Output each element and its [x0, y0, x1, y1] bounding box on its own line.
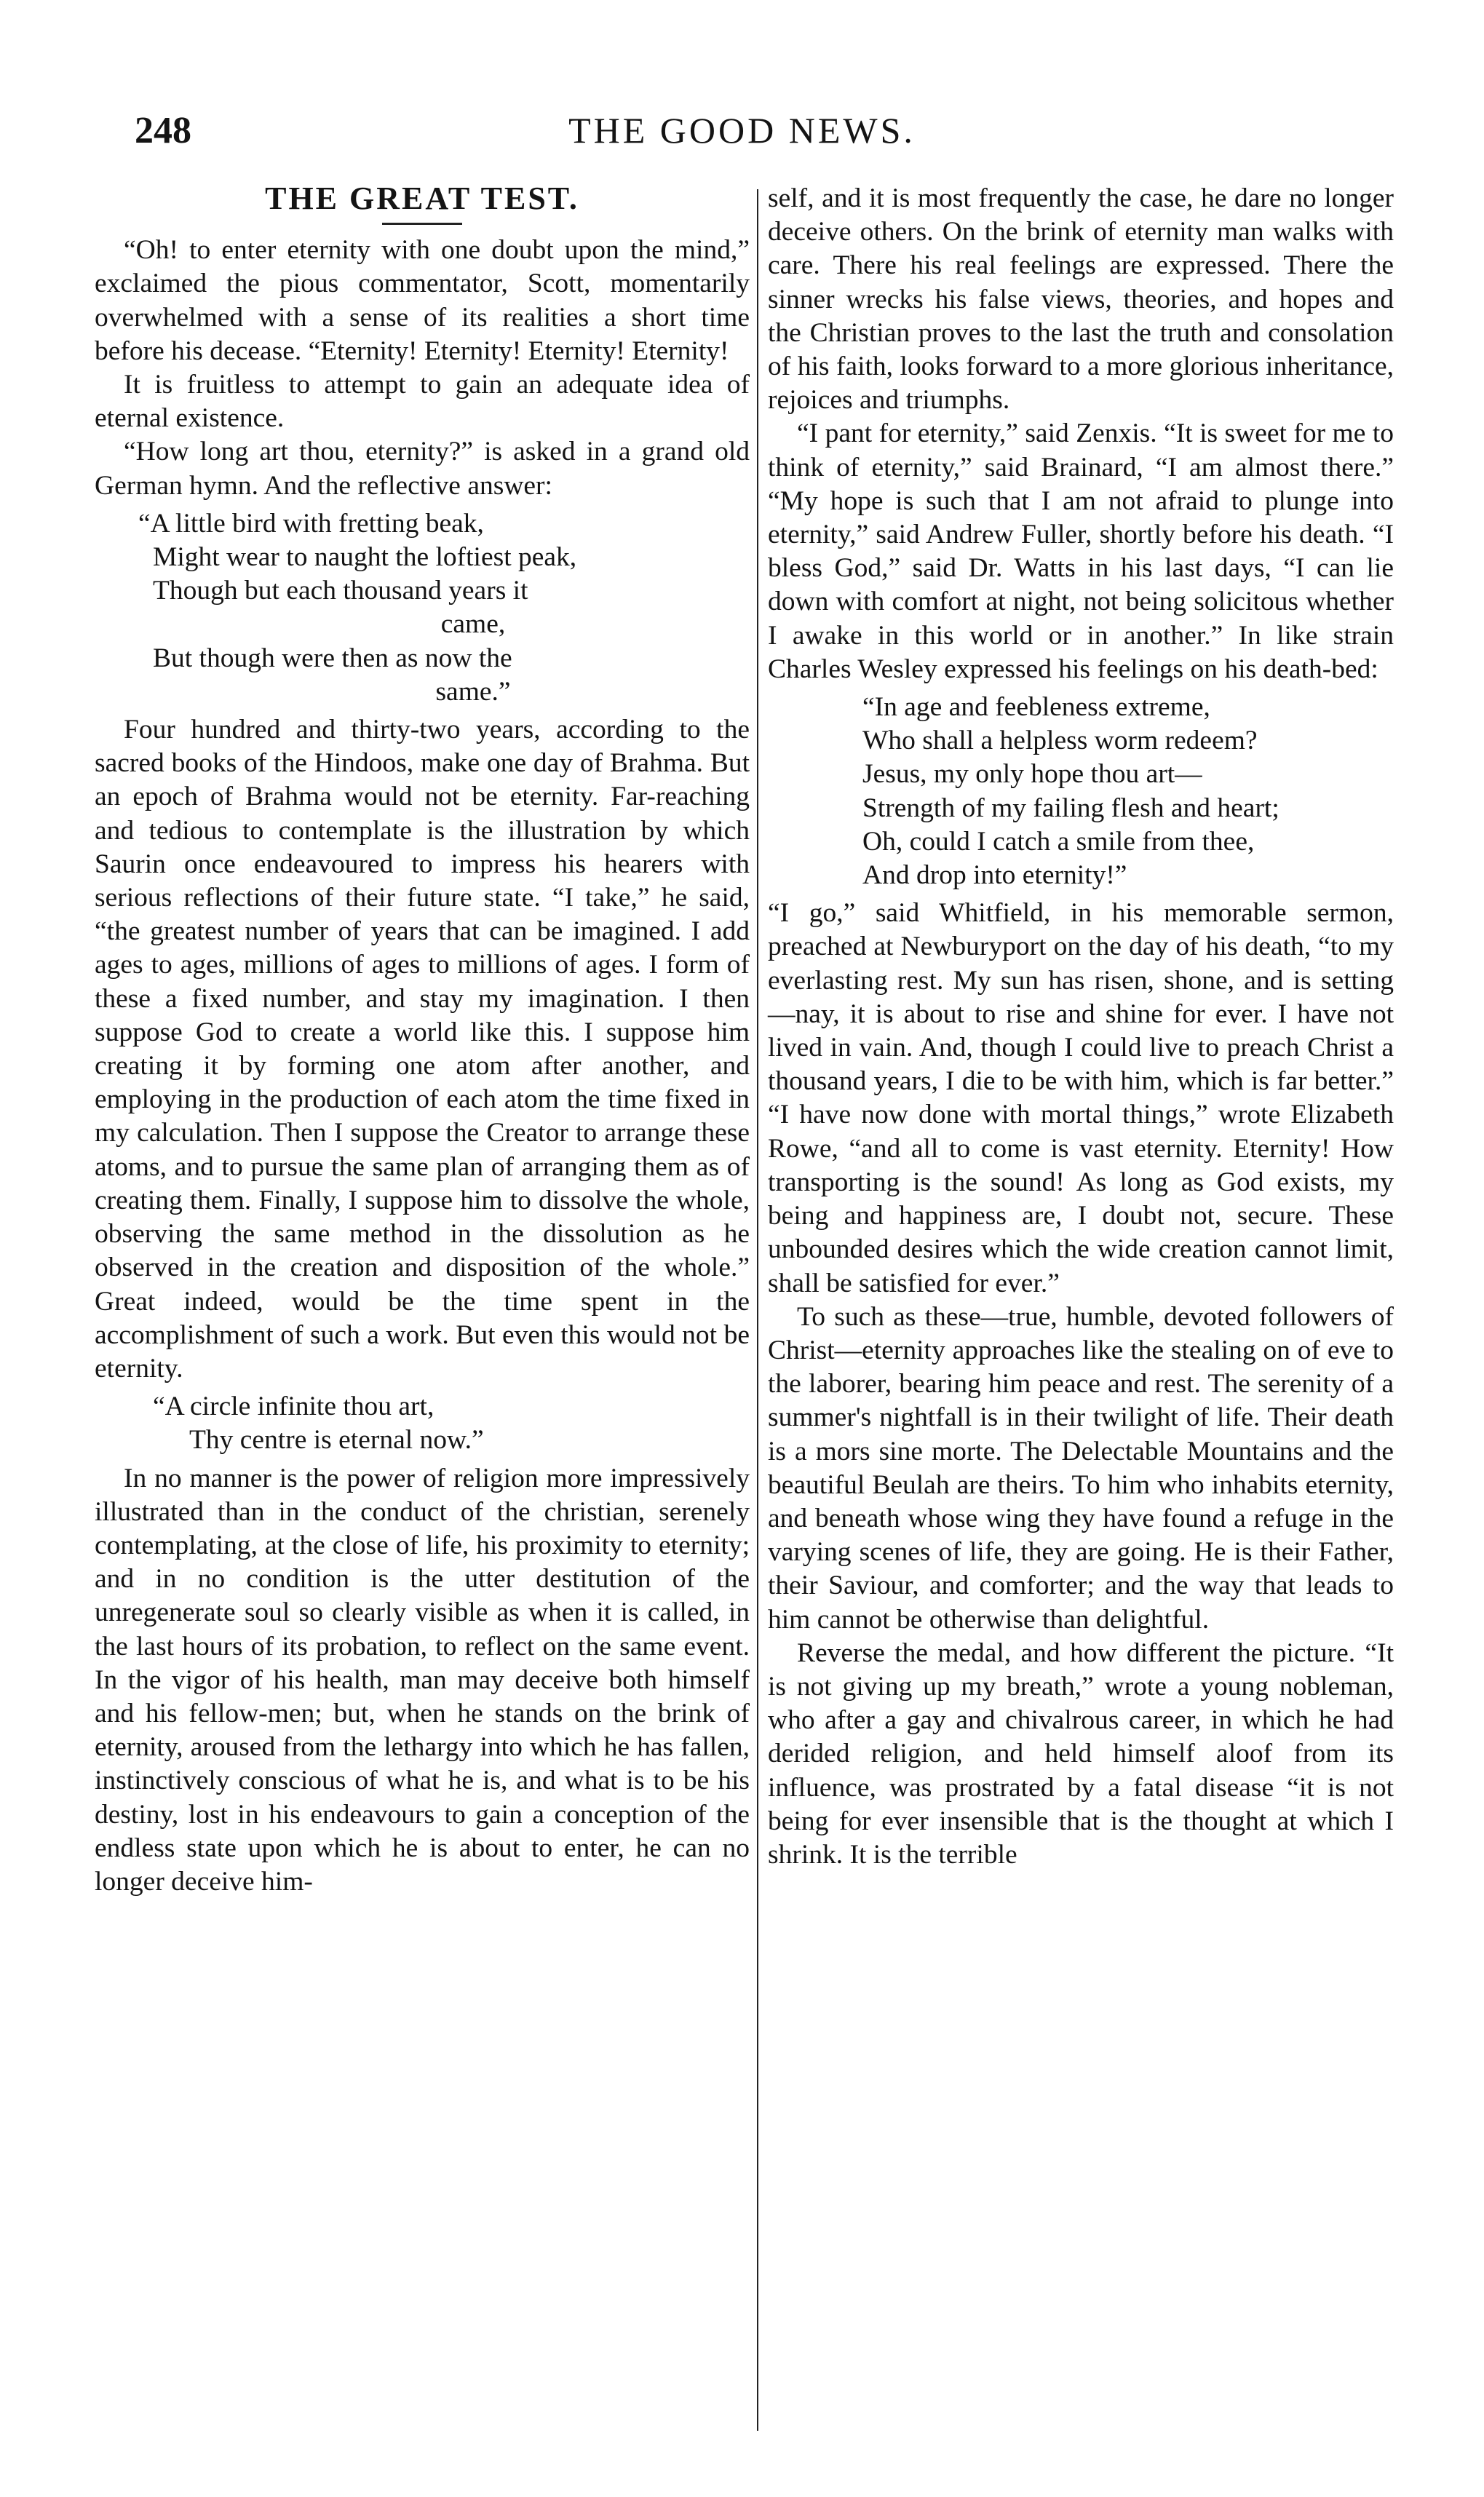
paragraph: To such as these—true, humble, devoted followers of Christ—eternity approaches like the stealing on of eve to the laborer, bearing him peace and rest. The serenity of a summer's nightfall is in their twilight of life. Their death is a mors sine morte. The Delectable Mountains and the beautiful Beulah are theirs. To him who inhabits eternity, and beneath whose wing they have found a refuge in the varying scenes of life, they are going. He is their Father, their Saviour, and comforter; and the way that leads to him cannot be otherwise than delightful. [768, 1301, 1394, 1635]
verse-circle-infinite [95, 1390, 750, 1457]
paragraph: “I pant for eternity,” said Zenxis. “It is sweet for me to think of eternity,” said Brainard, “I am almost there.” “My hope is such that I am not afraid to plunge into eternity,” said Andrew Fuller, shortly before his death. “I bless God,” said Dr. Watts in his last days, “I can lie down with comfort at night, not being solicitous whether I awake in this world or in another.” In like strain Charles Wesley expressed his feelings on his death-bed: [768, 418, 1394, 684]
paragraph: “I go,” said Whitfield, in his memorable sermon, preached at Newburyport on the day of his death, “to my everlasting rest. My sun has risen, shone, and is setting—nay, it is about to rise and shine for ever. I have not lived in vain. And, though I could live to preach Christ a thousand years, I die to be with him, which is far better.” “I have now done with mortal things,” wrote Elizabeth Rowe, “and all to come is vast eternity. Eternity! How transporting is the sound! As long as God exists, my being and happiness are, I doubt not, secure. These unbounded desires which the wide creation cannot limit, shall be satisfied for ever.” [768, 898, 1394, 1298]
verse-line: Might wear to naught the loftiest peak, [153, 542, 577, 573]
paragraph: Reverse the medal, and how different the picture. “It is not giving up my breath,” wrote a young nobleman, who after a gay and chivalrous career, in which he had derided religion, and held himself aloof from its influence, was prostrated by a fatal disease “it is not being for ever insensible that is the thought at which I shrink. It is the terrible [768, 1637, 1394, 1870]
verse-line: Though but each thousand years it [153, 576, 528, 606]
verse-line: Who shall a helpless worm redeem? [862, 726, 1258, 756]
paragraph: In no manner is the power of religion more impressively illustrated than in the conduct of the christian, serenely contemplating, at the close of life, his proximity to eternity; and in no condition is the utter destitution of the unregenerate soul so clearly visible as when it is called, in the last hours of its probation, to reflect on the same event. In the vigor of his health, man may deceive both himself and his fellow-men; but, when he stands on the brink of eternity, aroused from the lethargy into which he has fallen, instinctively conscious of what he is, and what is to be his destiny, lost in his endeavours to gain a conception of the endless state upon which he is about to enter, he can no longer deceive him- [95, 1463, 750, 1897]
verse-line: “In age and feebleness extreme, [862, 692, 1210, 723]
page-header [0, 109, 1484, 167]
paragraph: “How long art thou, eternity?” is asked in a grand old German hymn. And the reflective answer: [95, 437, 750, 501]
page-number: 248 [135, 110, 191, 151]
paragraph: Four hundred and thirty-two years, according to the sacred books of the Hindoos, make one day of Brahma. But an epoch of Brahma would not be eternity. Far-reaching and tedious to contemplate is the illustration by which Saurin once endeavoured to impress his hearers with serious reflections of their future state. “I take,” he said, “the greatest number of years that can be imagined. I add ages to ages, millions of ages to millions of ages. I form of these a fixed number, and stay my imagination. I then suppose God to create a world like this. I suppose him creating it by forming one atom after another, and employing in the production of each atom the time fixed in my calculation. Then I suppose the Creator to arrange these atoms, and to pursue the same plan of arranging them as of creating them. Finally, I suppose him to dissolve the whole, observing the same method in the dissolution as he observed in the creation and disposition of the whole.” Great indeed, would be the time spent in the accomplishment of such a work. But even this would not be eternity. [95, 715, 750, 1384]
title-rule [382, 223, 462, 225]
paragraph: “Oh! to enter eternity with one doubt upon the mind,” exclaimed the pious commentator, Scott, momentarily overwhelmed with a sense of its realities a short time before his decease. “Eternity! Eternity! Eternity! Eternity! [95, 235, 750, 366]
left-column [95, 182, 750, 1899]
paragraph: self, and it is most frequently the case, he dare no longer deceive others. On the brink of eternity man walks with care. There his real feelings are expressed. There the sinner wrecks his false views, theories, and hopes and the Christian proves to the last the truth and consolation of his faith, looks forward to a more glorious inheritance, rejoices and triumphs. [768, 183, 1394, 416]
verse-wesley [768, 691, 1394, 892]
verse-line: Jesus, my only hope thou art— [862, 759, 1202, 790]
verse-little-bird [95, 507, 750, 709]
verse-line: Thy centre is eternal now.” [189, 1425, 484, 1456]
verse-line: “A circle infinite thou art, [153, 1392, 435, 1422]
paragraph: It is fruitless to attempt to gain an adequate idea of eternal existence. [95, 370, 750, 434]
verse-line: came, [440, 609, 506, 640]
article-title: THE GREAT TEST. [265, 180, 579, 216]
verse-line: same.” [435, 676, 511, 707]
verse-line: “A little bird with fretting beak, [138, 508, 484, 539]
verse-line: Oh, could I catch a smile from thee, [862, 826, 1255, 857]
verse-line: And drop into eternity!” [862, 860, 1127, 891]
verse-line: But though were then as now the [153, 643, 512, 673]
right-column [768, 182, 1394, 1872]
running-title: THE GOOD NEWS. [568, 110, 916, 151]
column-divider [757, 189, 758, 2431]
verse-line: Strength of my failing flesh and heart; [862, 793, 1279, 823]
